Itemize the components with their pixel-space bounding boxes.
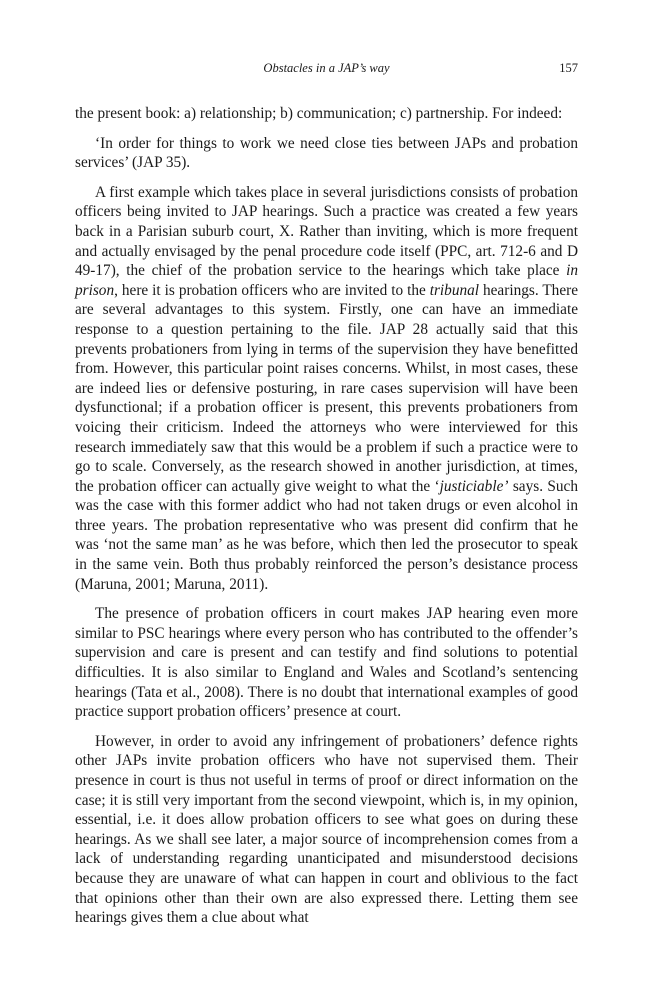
text-run: , here it is probation officers who are invited to the — [114, 281, 430, 299]
text-run: hearings. There are several advantages to this system. Firstly, one can have an immediate response to a question pertaining to the file. JAP 28 actually said that this prevents probationers from lying in terms of the supervision they have benefitted from. However, this particular point raises concerns. Whilst, in most cases, these are indeed lies or defensive posturing, in rare cases supervision will have been dysfunctional; if a probation officer is present, this prevents probationers from voicing their criticism. Indeed the attorneys who were interviewed for this research immediately saw that this would be a problem if such a practice were to go to scale. Conversely, as the research showed in another jurisdiction, at times, the probation officer can actually give weight to what the ‘ — [75, 281, 578, 495]
body-text — [75, 104, 578, 928]
text-run: The presence of probation officers in court makes JAP hearing even more similar to PSC hearings where every person who has contributed to the offender’s supervision and care is present and can testify and find solutions to potential difficulties. It is also similar to England and Wales and Scotland’s sentencing hearings (Tata et al., 2008). There is no doubt that international examples of good practice support probation officers’ presence at court. — [75, 605, 578, 721]
running-title: Obstacles in a JAP’s way — [263, 61, 390, 75]
text-run: ‘In order for things to work we need close ties between JAPs and probation services’ (JAP 35). — [75, 134, 578, 172]
paragraph — [75, 183, 578, 594]
text-run: A first example which takes place in several jurisdictions consists of probation officers being invited to JAP hearings. Such a practice was created a few years back in a Parisian suburb court, X. Rather than inviting, which is more frequent and actually envisaged by the penal procedure code itself (PPC, art. 712-6 and D 49-17), the chief of the probation service to the hearings which take place — [75, 183, 578, 280]
text-run: However, in order to avoid any infringement of probationers’ defence rights other JAPs invite probation officers who have not supervised them. Their presence in court is thus not useful in terms of proof or direct information on the case; it is still very important from the second viewpoint, which is, in my opinion, essential, i.e. it does allow probation officers to see what goes on during these hearings. As we shall see later, a major source of incomprehension comes from a lack of understanding regarding unanticipated and misunderstood decisions because they are unaware of what can happen in court and oblivious to the fact that opinions other than their own are also expressed there. Letting them see hearings gives them a clue about what — [75, 732, 578, 927]
paragraph — [75, 134, 578, 173]
italic-text-run: tribunal — [429, 281, 480, 299]
text-run: says. Such was the case with this former addict who had not taken drugs or even alcohol in three years. The probation representative who was present did confirm that he was ‘not the same man’ as he was before, which then led the prosecutor to speak in the same vein. Both thus probably reinforced the person’s desistance process (Maruna, 2001; Maruna, 2011). — [75, 477, 578, 593]
running-header — [75, 60, 578, 82]
page-number: 157 — [559, 61, 578, 75]
paragraph — [75, 104, 578, 124]
italic-text-run: in prison — [75, 262, 578, 299]
paragraph — [75, 604, 578, 722]
book-page — [75, 60, 578, 928]
italic-text-run: justiciable’ — [439, 477, 509, 495]
text-run: the present book: a) relationship; b) communication; c) partnership. For indeed: — [75, 105, 563, 122]
paragraph — [75, 732, 578, 928]
